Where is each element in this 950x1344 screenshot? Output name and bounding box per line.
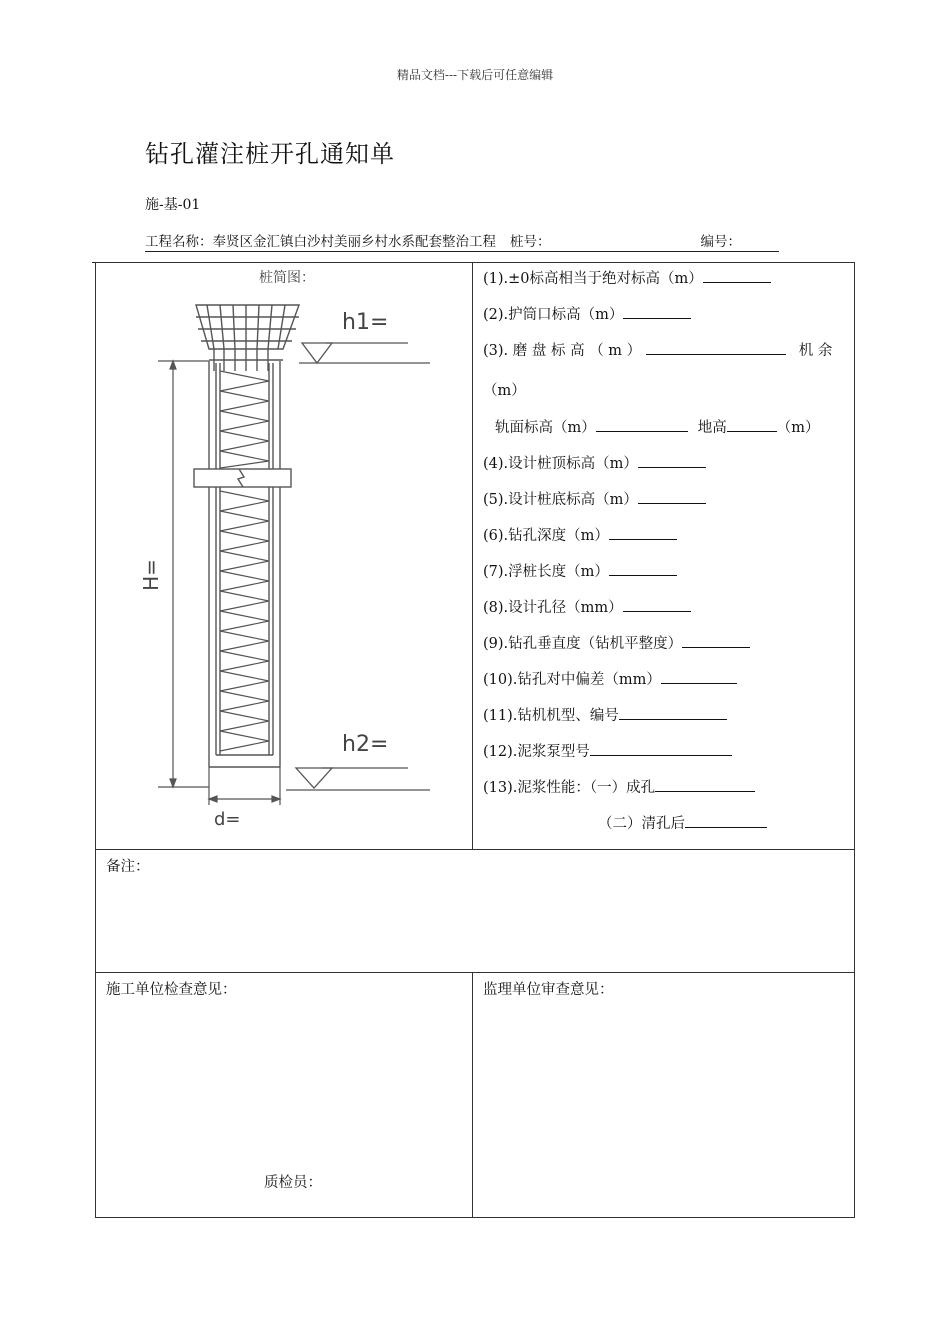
item-3-rail [495,416,820,437]
item-4-blank[interactable] [638,454,706,468]
item-8-label: (8).设计孔径（mm） [483,600,623,616]
H-dimension [158,361,209,787]
item-13-label: (13).泥浆性能：（一）成孔 [483,780,656,796]
form-code: 施-基-01 [145,197,201,213]
item-2-blank[interactable] [623,305,691,319]
item-7-label: (7).浮桩长度（m） [483,564,609,580]
item-8-blank[interactable] [623,598,691,612]
divider-vertical-top [472,263,473,849]
notice-form-table [95,262,855,1218]
header-note: 精品文档---下载后可任意编辑 [396,68,554,82]
serial-number-label: 编号： [700,234,741,250]
contractor-opinion-label: 施工单位检查意见： [106,982,237,998]
divider-horizontal-1 [96,849,854,850]
item-2 [483,303,691,324]
h2-label: h2= [342,732,389,757]
pile-diagram [96,263,472,849]
item-9-label: (9).钻孔垂直度（钻机平整度） [483,636,683,652]
break-symbol [194,469,291,487]
item-2-label: (2).护筒口标高（m） [483,307,624,323]
item-12 [483,740,732,761]
item-3 [483,339,832,360]
item-9 [483,632,750,653]
project-name-value: 奉贤区金汇镇白沙村美丽乡村水系配套整治工程 [212,234,496,250]
item-1-blank[interactable] [703,269,771,283]
item-11-label: (11).钻机机型、编号 [483,708,619,724]
project-info-line [145,230,779,252]
h2-level-mark [286,768,430,790]
item-8 [483,596,691,617]
h1-label: h1= [342,310,389,335]
item-6-label: (6).钻孔深度（m） [483,528,609,544]
rail-height-blank[interactable] [596,418,688,432]
item-4 [483,452,706,473]
item-9-blank[interactable] [682,634,750,648]
item-3-label: (3). 磨 盘 标 高 （ m ） [483,343,642,359]
item-13-cleaning-label: （二）清孔后 [598,816,685,832]
item-10 [483,668,737,689]
item-10-label: (10).钻孔对中偏差（mm） [483,672,661,688]
pile-number-label: 桩号： [510,234,551,250]
item-6-blank[interactable] [609,526,677,540]
item-13-cleaning-blank[interactable] [685,814,767,828]
ground-height-unit: （m） [776,420,820,436]
casing-funnel [196,305,299,371]
item-10-blank[interactable] [661,670,737,684]
item-1 [483,267,771,288]
item-7-blank[interactable] [609,562,677,576]
item-12-label: (12).泥浆泵型号 [483,744,590,760]
item-11 [483,704,727,725]
item-3-blank[interactable] [646,341,786,355]
document-title: 钻孔灌注桩开孔通知单 [145,140,395,168]
item-13 [483,776,755,797]
d-label: d= [214,809,241,830]
item-5-blank[interactable] [638,490,706,504]
divider-horizontal-2 [96,972,854,973]
d-dimension [209,767,280,805]
remarks-label: 备注： [106,859,150,875]
spiral-reinforcement [220,371,269,751]
project-name-label: 工程名称： [145,234,213,250]
quality-inspector-label: 质检员： [264,1175,322,1191]
diagram-title: 桩简图： [259,270,315,286]
item-11-blank[interactable] [619,706,727,720]
item-5 [483,488,706,509]
ground-height-blank[interactable] [727,418,777,432]
item-3-unit: （m） [483,383,526,399]
ground-height-label: 地高 [697,420,727,436]
rail-height-label: 轨面标高（m） [495,420,596,436]
item-13-cleaning [598,812,767,833]
H-label: H= [139,559,163,591]
item-12-blank[interactable] [590,742,732,756]
item-5-label: (5).设计桩底标高（m） [483,492,638,508]
h1-level-mark [299,343,430,363]
item-6 [483,524,677,545]
item-7 [483,560,677,581]
supervisor-opinion-label: 监理单位审查意见： [483,982,614,998]
item-1-label: (1).±0标高相当于绝对标高（m） [483,271,703,287]
item-13-blank[interactable] [655,778,755,792]
divider-vertical-bottom [472,972,473,1217]
item-4-label: (4).设计桩顶标高（m） [483,456,638,472]
item-3-machine-label: 机 余 [798,343,833,359]
